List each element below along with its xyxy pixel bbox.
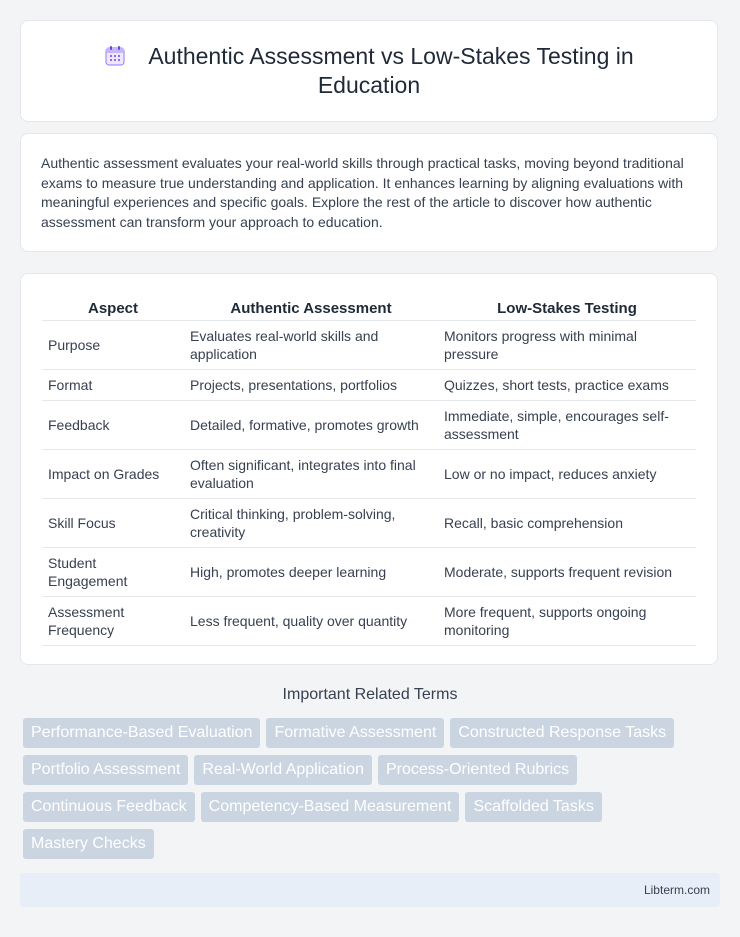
related-term-tag[interactable]: Scaffolded Tasks [465, 792, 601, 822]
authentic-cell: Evaluates real-world skills and application [184, 321, 438, 370]
page-title-wrap [69, 42, 669, 100]
calendar-icon [104, 45, 126, 67]
related-term-tag[interactable]: Real-World Application [194, 755, 372, 785]
table-row [42, 499, 696, 548]
low-stakes-cell: Low or no impact, reduces anxiety [438, 450, 696, 499]
related-term-tag[interactable]: Process-Oriented Rubrics [378, 755, 577, 785]
aspect-cell: Student Engagement [42, 548, 184, 597]
intro-card [20, 133, 718, 252]
low-stakes-cell: Quizzes, short tests, practice exams [438, 370, 696, 401]
low-stakes-cell: Monitors progress with minimal pressure [438, 321, 696, 370]
page-title: Authentic Assessment vs Low-Stakes Testing in Education [148, 43, 634, 98]
table-row [42, 450, 696, 499]
low-stakes-cell: Moderate, supports frequent revision [438, 548, 696, 597]
footer-brand-link[interactable]: Libterm.com [643, 883, 710, 897]
table-header-row [42, 296, 696, 321]
column-header: Aspect [42, 296, 184, 321]
related-terms-title: Important Related Terms [282, 686, 458, 703]
related-term-tag[interactable]: Performance-Based Evaluation [23, 718, 260, 748]
table-row [42, 370, 696, 401]
aspect-cell: Format [42, 370, 184, 401]
authentic-cell: Less frequent, quality over quantity [184, 597, 438, 646]
table-row [42, 597, 696, 646]
related-term-tag[interactable]: Formative Assessment [266, 718, 444, 748]
related-term-tag[interactable]: Mastery Checks [23, 829, 154, 859]
table-row [42, 321, 696, 370]
authentic-cell: Critical thinking, problem-solving, creativity [184, 499, 438, 548]
low-stakes-cell: More frequent, supports ongoing monitoring [438, 597, 696, 646]
authentic-cell: Often significant, integrates into final evaluation [184, 450, 438, 499]
table-row [42, 401, 696, 450]
low-stakes-cell: Immediate, simple, encourages self-assessment [438, 401, 696, 450]
related-term-tag[interactable]: Portfolio Assessment [23, 755, 188, 785]
footer [20, 873, 720, 907]
authentic-cell: High, promotes deeper learning [184, 548, 438, 597]
comparison-table-card [20, 273, 718, 665]
column-header: Authentic Assessment [184, 296, 438, 321]
column-header: Low-Stakes Testing [438, 296, 696, 321]
low-stakes-cell: Recall, basic comprehension [438, 499, 696, 548]
aspect-cell: Skill Focus [42, 499, 184, 548]
intro-text: Authentic assessment evaluates your real-world skills through practical tasks, moving beyond traditional exams to measure true understanding and application. It enhances learning by aligning evaluations with meaningful experiences and specific goals. Explore the rest of the article to discover how authentic assessment can transform your approach to education. [41, 155, 684, 230]
related-term-tag[interactable]: Continuous Feedback [23, 792, 195, 822]
authentic-cell: Projects, presentations, portfolios [184, 370, 438, 401]
authentic-cell: Detailed, formative, promotes growth [184, 401, 438, 450]
related-term-tag[interactable]: Constructed Response Tasks [450, 718, 674, 748]
title-card [20, 20, 718, 122]
related-term-tag[interactable]: Competency-Based Measurement [201, 792, 460, 822]
aspect-cell: Assessment Frequency [42, 597, 184, 646]
related-terms-list [23, 718, 723, 859]
aspect-cell: Impact on Grades [42, 450, 184, 499]
aspect-cell: Feedback [42, 401, 184, 450]
table-row [42, 548, 696, 597]
comparison-table [42, 296, 696, 646]
aspect-cell: Purpose [42, 321, 184, 370]
